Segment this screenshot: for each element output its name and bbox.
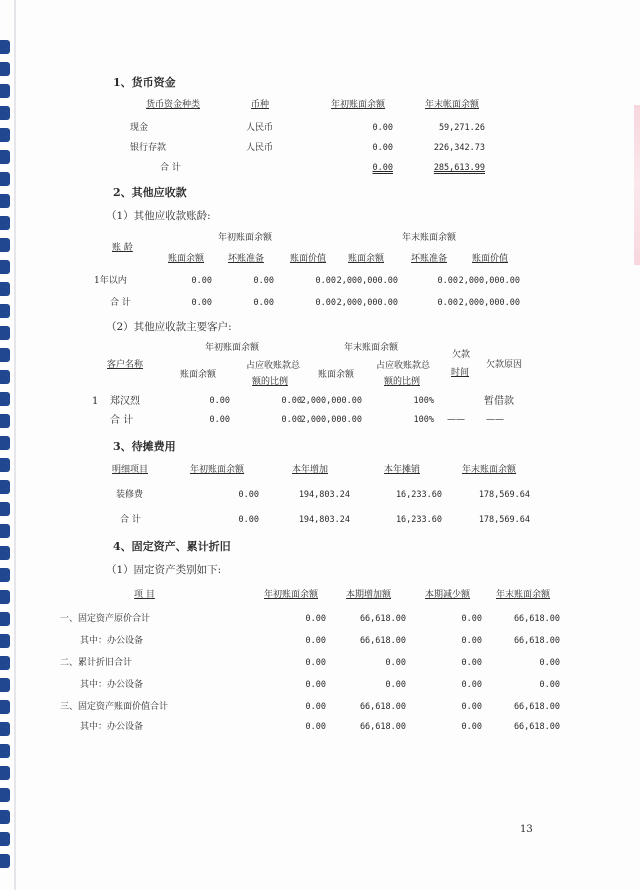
section1-title: 1、货币资金 (113, 76, 176, 89)
binding-hole (0, 348, 10, 362)
s2-cust-row1-reason: 暂借款 (484, 396, 514, 407)
s3-row1-v3: 16,233.60 (395, 490, 442, 500)
s4-row-value: 66,618.00 (359, 702, 406, 712)
s2-col5: 坏账准备 (411, 254, 448, 264)
s4-row-value: 0.00 (539, 680, 560, 690)
s2-row1-v2: 0.00 (253, 276, 274, 286)
s2-row1-v1: 0.00 (191, 276, 212, 286)
page-number: 13 (520, 824, 533, 835)
s4-row-value: 0.00 (305, 636, 326, 646)
binding-hole (0, 106, 10, 120)
binding-hole (0, 810, 10, 824)
s2-cust-col-owe2: 时间 (451, 368, 470, 378)
binding-hole (0, 634, 10, 648)
s3-row1-v1: 0.00 (238, 490, 259, 500)
s4-header-begin: 年初账面余额 (264, 590, 319, 600)
binding-hole (0, 568, 10, 582)
s2-col4: 账面余额 (348, 254, 385, 264)
s3-row2-v3: 16,233.60 (395, 515, 442, 525)
s2-col6: 账面价值 (472, 254, 509, 264)
binding-hole (0, 656, 10, 670)
s2-cust-row2-v4: 100% (413, 415, 434, 425)
s4-row-value: 0.00 (305, 680, 326, 690)
s2-cust-row1-v4: 100% (413, 396, 434, 406)
binding-hole (0, 678, 10, 692)
s4-row-value: 0.00 (385, 658, 406, 668)
binding-hole (0, 436, 10, 450)
s1-row2-end: 226,342.73 (433, 143, 485, 153)
s4-row-value: 0.00 (461, 702, 482, 712)
s2-row1-label: 1年以内 (94, 276, 127, 286)
s2-row2-label: 合 计 (110, 298, 131, 308)
s2-cust-col4b: 额的比例 (384, 377, 421, 387)
s2-cust-col2a: 占应收账款总 (246, 361, 301, 371)
s2-row1-v3: 0.00 (315, 276, 336, 286)
s2-aging-label: 账 龄 (112, 243, 133, 253)
s4-row-label: 一、固定资产原价合计 (60, 614, 151, 624)
binding-hole (0, 238, 10, 252)
s2-cust-row2-v3: 2,000,000.00 (300, 415, 362, 425)
binding-hole (0, 546, 10, 560)
s2-col2: 坏账准备 (228, 254, 265, 264)
s2-cust-row1-name: 郑汉烈 (110, 396, 140, 407)
binding-hole (0, 502, 10, 516)
s4-row-value: 0.00 (305, 702, 326, 712)
s2-cust-row1-no: 1 (92, 396, 99, 407)
s1-row2-type: 银行存款 (130, 143, 167, 153)
s2-cust-row1-v3: 2,000,000.00 (300, 396, 362, 406)
page-edge (14, 0, 16, 890)
s2-row2-v4: 2,000,000.00 (336, 298, 398, 308)
s1-total-label: 合 计 (160, 163, 181, 173)
s4-row-value: 0.00 (461, 614, 482, 624)
binding-hole (0, 260, 10, 274)
s3-row2-v2: 194,803.24 (298, 515, 350, 525)
s1-row1-begin: 0.00 (372, 123, 393, 133)
s2-row2-v3: 0.00 (315, 298, 336, 308)
section4-title: 4、固定资产、累计折旧 (113, 540, 231, 553)
binding-hole (0, 612, 10, 626)
s4-row-label: 其中：办公设备 (80, 722, 144, 732)
s2-col3: 账面价值 (290, 254, 327, 264)
s2-cust-row2-reason: —— (486, 415, 504, 425)
binding-hole (0, 480, 10, 494)
s4-row-value: 66,618.00 (513, 614, 560, 624)
binding-hole (0, 700, 10, 714)
binding-hole (0, 590, 10, 604)
s1-row2-begin: 0.00 (372, 143, 393, 153)
s2-row1-v4: 2,000,000.00 (336, 276, 398, 286)
s2-cust-row2-v1: 0.00 (209, 415, 230, 425)
binding-hole (0, 128, 10, 142)
s2-row2-v2: 0.00 (253, 298, 274, 308)
s1-total-end: 285,613.99 (433, 163, 485, 173)
s3-header-amort: 本年摊销 (384, 465, 421, 475)
binding-hole (0, 62, 10, 76)
s4-header-add: 本期增加额 (346, 590, 392, 600)
binding-hole (0, 722, 10, 736)
s1-row2-currency: 人民币 (246, 143, 274, 153)
s4-row-value: 0.00 (305, 722, 326, 732)
s2-cust-row1-v2: 0.00 (281, 396, 302, 406)
s2-col1: 账面余额 (168, 254, 205, 264)
s4-row-label: 二、累计折旧合计 (60, 658, 133, 668)
binding-hole (0, 458, 10, 472)
s1-header-currency: 币种 (250, 100, 269, 110)
s3-row2-v4: 178,569.64 (478, 515, 530, 525)
s3-row2-label: 合 计 (120, 515, 141, 525)
s1-row1-end: 59,271.26 (438, 123, 485, 133)
s2-cust-group-end: 年末账面余额 (344, 343, 399, 353)
s4-sub1: （1）固定资产类别如下: (106, 564, 222, 576)
s4-row-value: 0.00 (305, 614, 326, 624)
binding-hole (0, 84, 10, 98)
binding-hole (0, 194, 10, 208)
s1-header-end: 年末帐面余额 (424, 100, 479, 110)
section3-title: 3、待摊费用 (113, 440, 176, 453)
s2-row2-v5: 0.00 (437, 298, 458, 308)
s3-header-end: 年末账面余额 (462, 465, 517, 475)
s2-cust-col3: 账面余额 (318, 370, 355, 380)
binding-hole (0, 788, 10, 802)
s4-row-value: 0.00 (461, 680, 482, 690)
binding-hole (0, 172, 10, 186)
s4-row-label: 三、固定资产账面价值合计 (60, 702, 169, 712)
s2-cust-row2-time: —— (447, 415, 465, 425)
s2-cust-col2b: 额的比例 (252, 377, 289, 387)
s2-cust-row2-name: 合 计 (110, 415, 134, 426)
s1-row1-type: 现金 (130, 123, 149, 133)
s4-header-end: 年末账面余额 (496, 590, 551, 600)
s2-row2-v6: 2,000,000.00 (458, 298, 520, 308)
s3-row1-v4: 178,569.64 (478, 490, 530, 500)
binding-hole (0, 370, 10, 384)
binding-hole (0, 766, 10, 780)
binding-hole (0, 414, 10, 428)
s4-header-sub: 本期减少额 (425, 590, 471, 600)
s3-row1-v2: 194,803.24 (298, 490, 350, 500)
s4-row-value: 0.00 (305, 658, 326, 668)
s4-row-label: 其中：办公设备 (80, 680, 144, 690)
binding-hole (0, 326, 10, 340)
s4-row-value: 0.00 (461, 658, 482, 668)
s2-cust-row1-v1: 0.00 (209, 396, 230, 406)
s2-cust-col-reason: 欠款原因 (486, 360, 523, 370)
s2-cust-col-owe1: 欠款 (452, 350, 471, 360)
s4-row-value: 66,618.00 (513, 722, 560, 732)
s4-header-item: 项 目 (134, 590, 155, 600)
s3-header-add: 本年增加 (292, 465, 329, 475)
binding-hole (0, 854, 10, 868)
binding-hole (0, 40, 10, 54)
s3-row1-label: 装修费 (116, 490, 144, 500)
s2-sub1: （1）其他应收款账龄: (106, 210, 211, 222)
s3-header-item: 明细项目 (112, 465, 149, 475)
s4-row-value: 0.00 (385, 680, 406, 690)
s2-cust-label: 客户名称 (107, 360, 144, 370)
s1-header-begin: 年初账面余额 (330, 100, 385, 110)
binding-hole (0, 216, 10, 230)
s2-cust-col4a: 占应收账款总 (376, 361, 431, 371)
s2-row1-v5: 0.00 (437, 276, 458, 286)
s2-group-end: 年末账面余额 (402, 233, 457, 243)
s1-total-begin: 0.00 (372, 163, 393, 173)
s4-row-value: 66,618.00 (359, 614, 406, 624)
s4-row-value: 0.00 (461, 636, 482, 646)
s4-row-value: 66,618.00 (513, 636, 560, 646)
s2-row1-v6: 2,000,000.00 (458, 276, 520, 286)
s4-row-value: 66,618.00 (359, 636, 406, 646)
s2-sub2: （2）其他应收款主要客户: (106, 321, 232, 333)
s4-row-value: 0.00 (539, 658, 560, 668)
binding-hole (0, 744, 10, 758)
binding-hole (0, 392, 10, 406)
s4-row-label: 其中：办公设备 (80, 636, 144, 646)
s4-row-value: 0.00 (461, 722, 482, 732)
s1-row1-currency: 人民币 (246, 123, 274, 133)
s2-row2-v1: 0.00 (191, 298, 212, 308)
binding-hole (0, 832, 10, 846)
s2-cust-col1: 账面余额 (180, 370, 217, 380)
s2-cust-row2-v2: 0.00 (281, 415, 302, 425)
s3-header-begin: 年初账面余额 (190, 465, 245, 475)
binding-hole (0, 524, 10, 538)
binding-hole (0, 304, 10, 318)
binding-hole (0, 282, 10, 296)
section2-title: 2、其他应收款 (113, 186, 187, 199)
s2-group-begin: 年初账面余额 (218, 233, 273, 243)
seal-stamp-edge (634, 105, 640, 265)
s3-row2-v1: 0.00 (238, 515, 259, 525)
s2-cust-group-begin: 年初账面余额 (205, 343, 260, 353)
binding-hole (0, 150, 10, 164)
s1-header-type: 货币资金种类 (145, 100, 200, 110)
s4-row-value: 66,618.00 (513, 702, 560, 712)
s4-row-value: 66,618.00 (359, 722, 406, 732)
binding-holes (0, 40, 14, 880)
